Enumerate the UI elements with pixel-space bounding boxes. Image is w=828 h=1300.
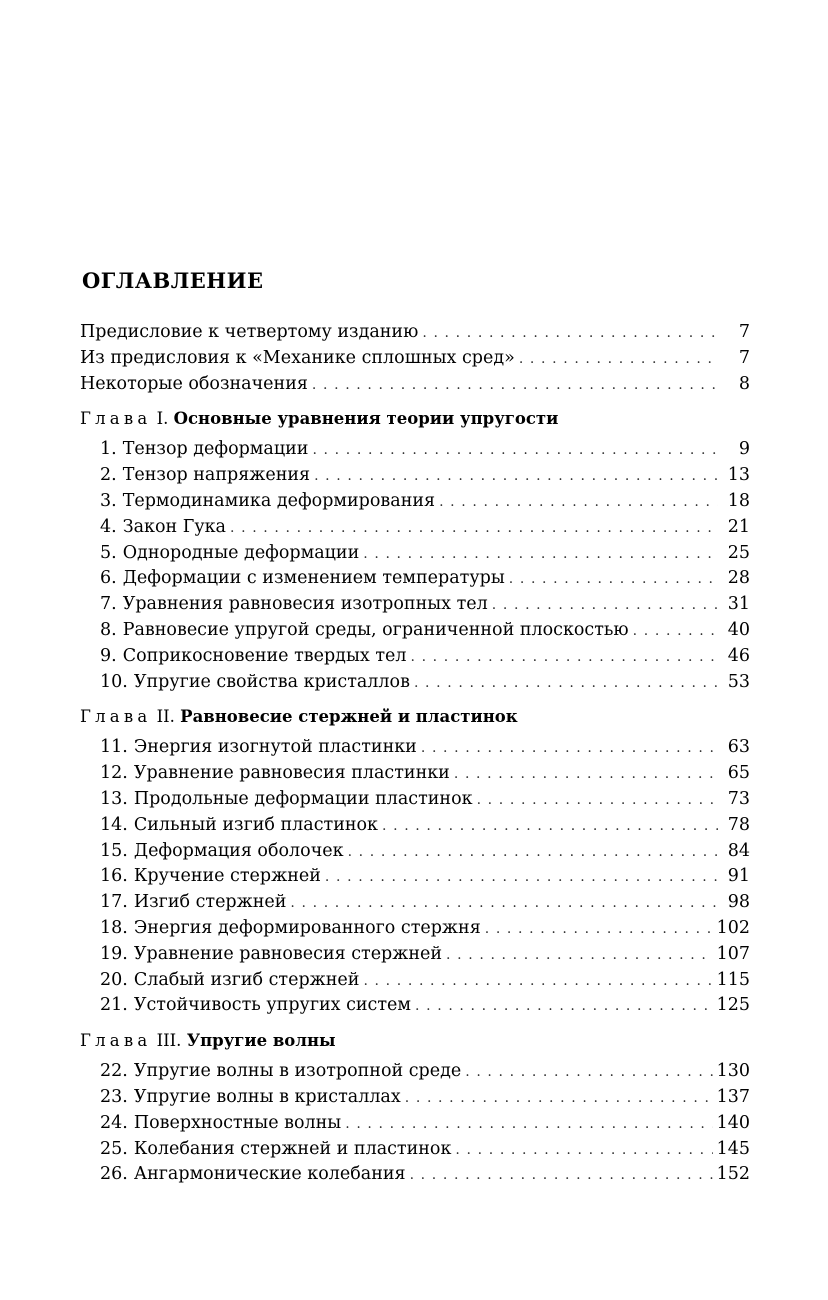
- entry-title: Термодинамика деформирования: [122, 490, 436, 511]
- toc-entry[interactable]: [80, 491, 750, 517]
- dot-leader: [348, 844, 718, 860]
- entry-page: 7: [738, 347, 750, 368]
- dot-leader: [439, 494, 718, 510]
- toc-entry[interactable]: [80, 439, 750, 465]
- entry-page: 78: [727, 814, 750, 835]
- entry-page: 145: [716, 1138, 750, 1159]
- chapter-label: Глава: [80, 707, 152, 727]
- section-number: 9.: [100, 645, 117, 666]
- entry-page: 21: [727, 516, 750, 537]
- chapter-heading[interactable]: [80, 707, 750, 729]
- section-number: 21.: [100, 995, 128, 1016]
- dot-leader: [421, 740, 718, 756]
- toc-entry[interactable]: [80, 348, 750, 374]
- dot-leader: [410, 1167, 713, 1183]
- chapter-heading[interactable]: [80, 409, 750, 431]
- toc-entry[interactable]: [80, 543, 750, 569]
- dot-leader: [465, 1064, 712, 1080]
- page-title: ОГЛАВЛЕНИЕ: [82, 268, 264, 293]
- section-number: 18.: [100, 917, 128, 938]
- toc-entry[interactable]: [80, 1061, 750, 1087]
- dot-leader: [290, 895, 718, 911]
- entry-page: 40: [727, 619, 750, 640]
- entry-page: 18: [727, 490, 750, 511]
- dot-leader: [230, 520, 718, 536]
- entry-page: 73: [727, 788, 750, 809]
- chapter-label: Глава: [80, 409, 152, 429]
- entry-title: Сильный изгиб пластинок: [133, 814, 378, 835]
- entry-title: Энергия деформированного стержня: [133, 917, 481, 938]
- chapter-label: Глава: [80, 1031, 152, 1051]
- dot-leader: [312, 377, 718, 393]
- chapter-title: Основные уравнения теории упругости: [173, 409, 559, 429]
- toc-entry[interactable]: [80, 815, 750, 841]
- section-number: 10.: [100, 671, 128, 692]
- entry-page: 102: [716, 917, 750, 938]
- entry-title: Закон Гука: [122, 516, 226, 537]
- entry-title: Ангармонические колебания: [133, 1164, 406, 1185]
- dot-leader: [345, 1116, 712, 1132]
- entry-title: Кручение стержней: [133, 866, 321, 887]
- section-number: 11.: [100, 737, 128, 758]
- entry-page: 91: [727, 866, 750, 887]
- entry-title: Тензор деформации: [122, 439, 309, 460]
- toc-entry[interactable]: [80, 737, 750, 763]
- chapters-container: [80, 409, 750, 1190]
- toc-entry[interactable]: [80, 620, 750, 646]
- entry-title: Уравнение равновесия пластинки: [133, 763, 450, 784]
- entry-title: Упругие волны в кристаллах: [133, 1086, 401, 1107]
- entry-page: 28: [727, 568, 750, 589]
- chapter-number: I.: [156, 409, 169, 429]
- toc-entry[interactable]: [80, 1087, 750, 1113]
- entry-page: 63: [727, 737, 750, 758]
- section-number: 4.: [100, 516, 117, 537]
- section-number: 25.: [100, 1138, 128, 1159]
- entry-title: Упругие свойства кристаллов: [133, 671, 410, 692]
- section-number: 1.: [100, 439, 117, 460]
- dot-leader: [477, 792, 718, 808]
- entry-page: 130: [716, 1061, 750, 1082]
- toc-entry[interactable]: [80, 892, 750, 918]
- section-number: 20.: [100, 969, 128, 990]
- section-number: 19.: [100, 943, 128, 964]
- toc-entry[interactable]: [80, 646, 750, 672]
- entry-page: 107: [716, 943, 750, 964]
- section-number: 6.: [100, 568, 117, 589]
- section-number: 17.: [100, 892, 128, 913]
- dot-leader: [485, 921, 713, 937]
- entry-title: Деформация оболочек: [133, 840, 344, 861]
- dot-leader: [363, 973, 712, 989]
- section-number: 23.: [100, 1086, 128, 1107]
- entry-page: 31: [727, 594, 750, 615]
- entry-title: Поверхностные волны: [133, 1112, 342, 1133]
- dot-leader: [633, 623, 718, 639]
- section-number: 7.: [100, 594, 117, 615]
- chapter-number: III.: [156, 1031, 182, 1051]
- dot-leader: [422, 325, 718, 341]
- entry-page: 7: [738, 322, 750, 342]
- dot-leader: [314, 468, 718, 484]
- toc-entry[interactable]: [80, 763, 750, 789]
- section-number: 8.: [100, 619, 117, 640]
- dot-leader: [519, 351, 718, 367]
- section-number: 16.: [100, 866, 128, 887]
- entry-page: 46: [727, 645, 750, 666]
- entry-page: 65: [727, 763, 750, 784]
- dot-leader: [405, 1090, 713, 1106]
- entry-page: 98: [727, 892, 750, 913]
- entry-title: Соприкосновение твердых тел: [122, 645, 407, 666]
- chapter-heading[interactable]: [80, 1031, 750, 1053]
- entry-page: 125: [716, 995, 750, 1016]
- section-number: 26.: [100, 1164, 128, 1185]
- section-number: 22.: [100, 1061, 128, 1082]
- entry-page: 8: [738, 373, 750, 394]
- dot-leader: [414, 675, 718, 691]
- toc-entry[interactable]: [80, 1139, 750, 1165]
- toc-entry[interactable]: [80, 866, 750, 892]
- entry-title: Продольные деформации пластинок: [133, 788, 473, 809]
- dot-leader: [382, 818, 718, 834]
- section-number: 2.: [100, 465, 117, 486]
- entry-title: Изгиб стержней: [133, 892, 287, 913]
- toc-entry[interactable]: [80, 672, 750, 698]
- toc-entry[interactable]: [80, 322, 750, 348]
- dot-leader: [455, 1142, 712, 1158]
- dot-leader: [446, 947, 713, 963]
- dot-leader: [454, 766, 718, 782]
- toc-entry[interactable]: [80, 944, 750, 970]
- entry-page: 84: [727, 840, 750, 861]
- toc-entry[interactable]: [80, 374, 750, 400]
- entry-title: Упругие волны в изотропной среде: [133, 1061, 462, 1082]
- entry-page: 140: [716, 1112, 750, 1133]
- dot-leader: [325, 869, 718, 885]
- entry-title: Уравнения равновесия изотропных тел: [122, 594, 488, 615]
- toc-entry[interactable]: [80, 594, 750, 620]
- dot-leader: [509, 571, 718, 587]
- entry-title: Некоторые обозначения: [80, 373, 308, 394]
- toc-entry[interactable]: [80, 568, 750, 594]
- toc-entry[interactable]: [80, 465, 750, 491]
- entry-title: Слабый изгиб стержней: [133, 969, 360, 990]
- entry-title: Предисловие к четвертому изданию: [80, 322, 419, 342]
- entry-title: Колебания стержней и пластинок: [133, 1138, 452, 1159]
- toc-entry[interactable]: [80, 1113, 750, 1139]
- entry-title: Равновесие упругой среды, ограниченной плоскостью: [122, 619, 629, 640]
- toc-entry[interactable]: [80, 517, 750, 543]
- dot-leader: [492, 597, 718, 613]
- entry-page: 53: [727, 671, 750, 692]
- toc-entry[interactable]: [80, 789, 750, 815]
- section-number: 15.: [100, 840, 128, 861]
- toc-entry[interactable]: [80, 918, 750, 944]
- entry-page: 137: [716, 1086, 750, 1107]
- entry-title: Энергия изогнутой пластинки: [133, 737, 417, 758]
- table-of-contents: [80, 322, 750, 1190]
- entry-page: 152: [716, 1164, 750, 1185]
- toc-entry[interactable]: [80, 970, 750, 996]
- dot-leader: [363, 546, 718, 562]
- chapter-title: Равновесие стержней и пластинок: [180, 707, 518, 727]
- dot-leader: [312, 442, 718, 458]
- chapter-number: II.: [156, 707, 175, 727]
- entry-title: Тензор напряжения: [122, 465, 311, 486]
- entry-title: Деформации с изменением температуры: [122, 568, 505, 589]
- entry-page: 25: [727, 542, 750, 563]
- entry-page: 9: [738, 439, 750, 460]
- toc-entry[interactable]: [80, 841, 750, 867]
- chapter-title: Упругие волны: [186, 1031, 336, 1051]
- section-number: 14.: [100, 814, 128, 835]
- section-number: 24.: [100, 1112, 128, 1133]
- section-number: 3.: [100, 490, 117, 511]
- entry-page: 13: [727, 465, 750, 486]
- dot-leader: [410, 649, 718, 665]
- entry-title: Из предисловия к «Механике сплошных сред»: [80, 347, 515, 368]
- entry-page: 115: [716, 969, 750, 990]
- toc-entry[interactable]: [80, 995, 750, 1021]
- entry-title: Однородные деформации: [122, 542, 360, 563]
- section-number: 12.: [100, 763, 128, 784]
- entry-title: Уравнение равновесия стержней: [133, 943, 443, 964]
- entry-title: Устойчивость упругих систем: [133, 995, 412, 1016]
- dot-leader: [415, 998, 713, 1014]
- toc-entry[interactable]: [80, 1164, 750, 1190]
- section-number: 5.: [100, 542, 117, 563]
- section-number: 13.: [100, 788, 128, 809]
